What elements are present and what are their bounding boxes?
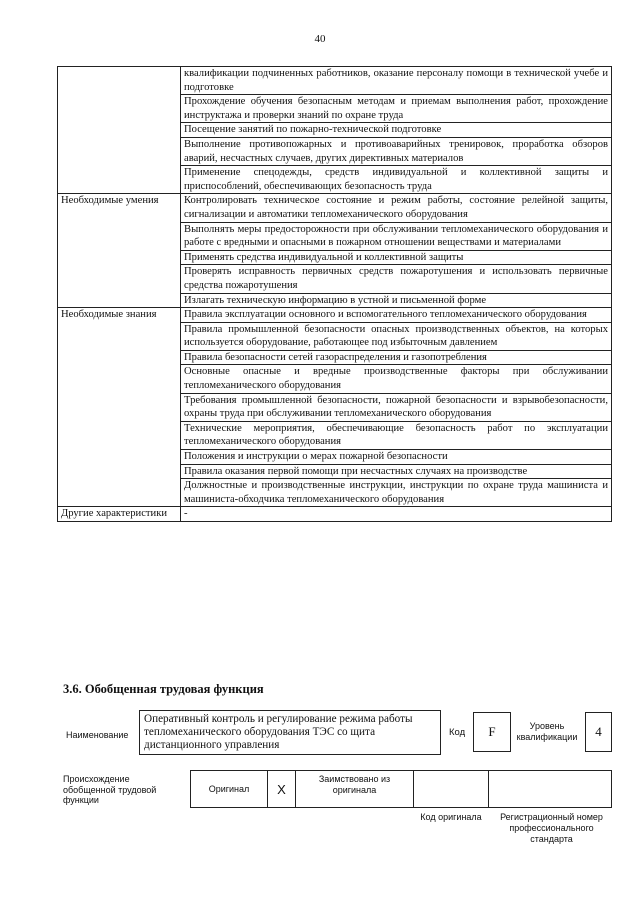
row-text: Выполнение противопожарных и противоаварийных тренировок, проработка обзоров аварий, несчастных случаев, других директивных материалов: [181, 137, 612, 165]
competency-table: [57, 66, 612, 522]
original-mark: X: [277, 781, 286, 797]
row-text: Требования промышленной безопасности, пожарной безопасности и взрывобезопасности, охраны труда при обслуживании тепломеханического оборудования: [181, 393, 612, 421]
row-text: Проверять исправность первичных средств пожаротушения и использовать первичные средства пожаротушения: [181, 265, 612, 293]
code-label: Код: [449, 727, 466, 738]
level-label: Уровень квалификации: [516, 721, 578, 742]
row-text: Контролировать техническое состояние и режим работы, состояние релейной защиты, сигнализации и автоматики тепломеханического оборудования: [181, 194, 612, 222]
name-value: Оперативный контроль и регулирование режима работы тепломеханического оборудования ТЭС со щита дистанционного управления: [139, 710, 441, 755]
borrowed-label: Заимствовано из оригинала: [318, 774, 391, 795]
reg-number-label: Регистрационный номер профессионального стандарта: [500, 812, 603, 844]
origin-label: Происхождение обобщенной трудовой функции: [63, 774, 157, 805]
code-value: F: [473, 712, 511, 752]
row-text: Излагать техническую информацию в устной и письменной форме: [181, 293, 612, 308]
row-text: Положения и инструкции о мерах пожарной безопасности: [181, 450, 612, 465]
table-row: [58, 67, 612, 95]
row-text: Технические мероприятия, обеспечивающие безопасность работ по эксплуатации тепломеханического оборудования: [181, 421, 612, 449]
row-text: Применять средства индивидуальной и коллективной защиты: [181, 250, 612, 265]
row-text: Прохождение обучения безопасным методам и приемам выполнения работ, прохождение инструктажа и проверки знаний по охране труда: [181, 95, 612, 123]
row-text: квалификации подчиненных работников, оказание персоналу помощи в технической учебе и подготовке: [181, 67, 612, 95]
section-title: 3.6. Обобщенная трудовая функция: [63, 682, 264, 696]
code-original-label: Код оригинала: [420, 812, 482, 822]
row-text: Правила промышленной безопасности опасных производственных объектов, на которых используется оборудование, работающее под избыточным давлением: [181, 322, 612, 350]
row-text: Правила безопасности сетей газораспределения и газопотребления: [181, 350, 612, 365]
name-label: Наименование: [66, 730, 129, 740]
divider: [413, 770, 414, 808]
row-label: Необходимые знания: [58, 308, 181, 507]
row-text: Должностные и производственные инструкции, инструкции по охране труда машиниста и машиниста-обходчика тепломеханического оборудования: [181, 479, 612, 507]
row-text: Правила оказания первой помощи при несчастных случаях на производстве: [181, 464, 612, 479]
original-label: Оригинал: [208, 783, 250, 794]
level-value: 4: [585, 712, 612, 752]
row-text: Правила эксплуатации основного и вспомогательного тепломеханического оборудования: [181, 308, 612, 323]
table-row: [58, 308, 612, 323]
table-row: [58, 507, 612, 522]
divider: [488, 770, 489, 808]
row-text: Применение спецодежды, средств индивидуальной и коллективной защиты и приспособлений, обеспечивающих безопасность труда: [181, 166, 612, 194]
row-label: Необходимые умения: [58, 194, 181, 308]
page-number: 40: [314, 33, 326, 45]
row-text: -: [181, 507, 612, 522]
row-text: Выполнять меры предосторожности при обслуживании тепломеханического оборудования и работе с вредными и опасными в пожарном отношении веществами и материалами: [181, 222, 612, 250]
row-text: Основные опасные и вредные производственные факторы при обслуживании тепломеханического оборудования: [181, 365, 612, 393]
table-row: [58, 194, 612, 222]
row-text: Посещение занятий по пожарно-технической подготовке: [181, 123, 612, 138]
row-label: Другие характеристики: [58, 507, 181, 522]
row-label: [58, 67, 181, 194]
